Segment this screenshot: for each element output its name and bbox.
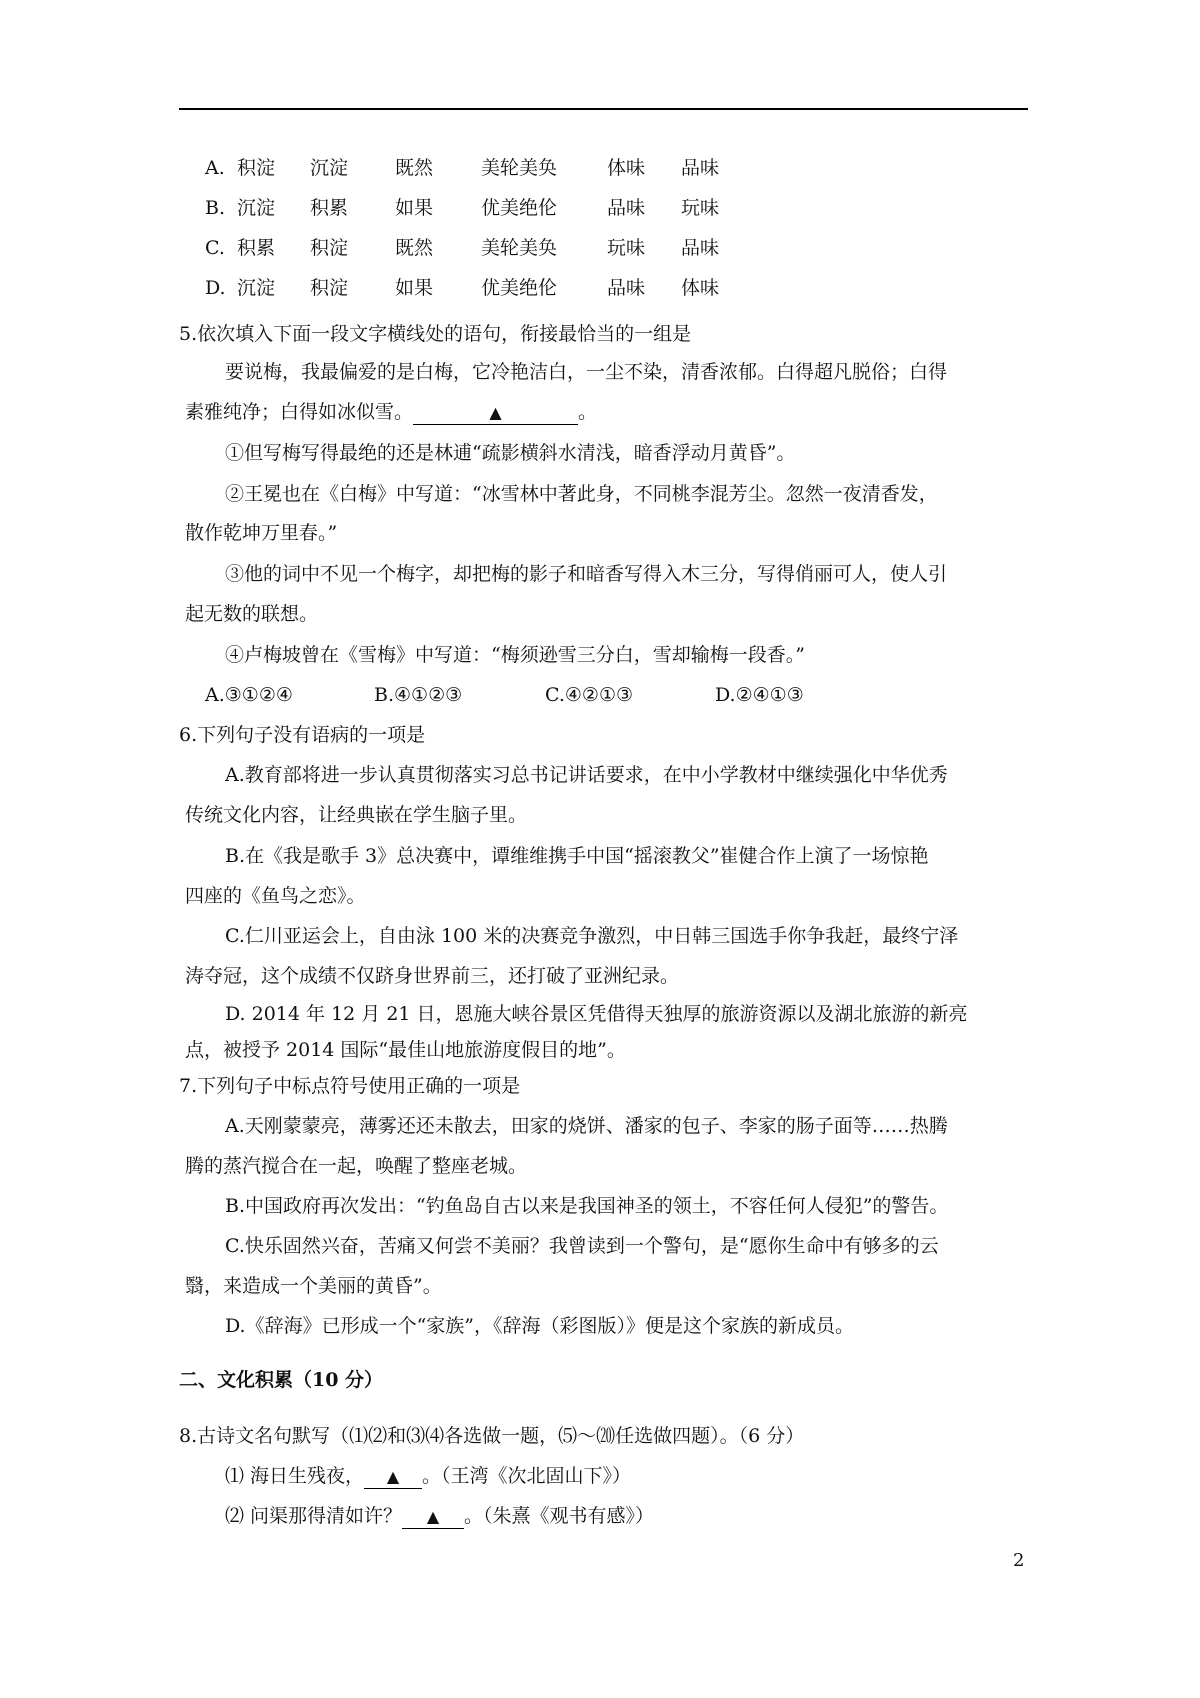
q4-option-word: 品味 — [681, 237, 720, 259]
q6-option-b-line2: 四座的《鱼鸟之恋》。 — [185, 885, 366, 907]
q5-sentence-4: ④卢梅坡曾在《雪梅》中写道：“梅须逊雪三分白，雪却输梅一段香。” — [225, 644, 805, 666]
q5-option-d: D.②④①③ — [715, 684, 804, 706]
q4-option-word: 沉淀 — [237, 197, 276, 219]
q5-sentence-1: ①但写梅写得最绝的还是林逋“疏影横斜水清浅，暗香浮动月黄昏”。 — [225, 442, 796, 464]
q8-line-1: ⑴ 海日生残夜， ▲ 。（王湾《次北固山下》） — [225, 1465, 632, 1487]
q8-stem: 8.古诗文名句默写（⑴⑵和⑶⑷各选做一题，⑸～⒇任选做四题）。（6 分） — [179, 1425, 805, 1447]
q5-sentence-2-line2: 散作乾坤万里春。” — [185, 522, 338, 544]
q4-option-word: 美轮美奂 — [481, 157, 558, 179]
answer-blank — [402, 1506, 464, 1529]
q4-option-word: 体味 — [607, 157, 646, 179]
answer-blank — [364, 1466, 422, 1489]
q4-option-word: 积淀 — [237, 157, 276, 179]
q7-option-d: D.《辞海》已形成一个“家族”，《辞海（彩图版）》便是这个家族的新成员。 — [225, 1315, 855, 1337]
q4-option-row — [0, 196, 1000, 220]
q4-option-word: 如果 — [395, 197, 434, 219]
triangle-marker-icon: ▲ — [489, 403, 502, 422]
q5-sentence-3-line2: 起无数的联想。 — [185, 603, 319, 625]
header-rule — [179, 108, 1028, 110]
q4-option-label: A. — [205, 157, 225, 179]
q5-option-b: B.④①②③ — [374, 684, 463, 706]
q5-option-c: C.④②①③ — [545, 684, 634, 706]
q4-option-word: 品味 — [681, 157, 720, 179]
q6-option-c-line1: C.仁川亚运会上，自由泳 100 米的决赛竞争激烈，中日韩三国选手你争我赶，最终宁泽 — [225, 925, 959, 947]
q4-option-word: 玩味 — [607, 237, 646, 259]
q5-option-a: A.③①②④ — [205, 684, 293, 706]
q6-option-b-line1: B.在《我是歌手 3》总决赛中，谭维维携手中国“摇滚教父”崔健合作上演了一场惊艳 — [225, 845, 929, 867]
q4-option-word: 美轮美奂 — [481, 237, 558, 259]
q4-option-word: 积累 — [237, 237, 276, 259]
q8-line-2: ⑵ 问渠那得清如许？ ▲ 。（朱熹《观书有感》） — [225, 1505, 655, 1527]
q4-option-label: B. — [205, 197, 226, 219]
q7-option-c-line2: 翳，来造成一个美丽的黄昏”。 — [185, 1275, 442, 1297]
q4-option-word: 玩味 — [681, 197, 720, 219]
q5-para-line1: 要说梅，我最偏爱的是白梅，它冷艳洁白，一尘不染，清香浓郁。白得超凡脱俗；白得 — [225, 361, 948, 383]
section-heading: 二、文化积累（10 分） — [179, 1369, 384, 1391]
q4-option-word: 积淀 — [310, 237, 349, 259]
page-number: 2 — [1013, 1550, 1025, 1571]
q6-option-a-line1: A.教育部将进一步认真贯彻落实习总书记讲话要求，在中小学教材中继续强化中华优秀 — [225, 764, 948, 786]
q4-option-row — [0, 156, 1000, 180]
q4-option-word: 品味 — [607, 197, 646, 219]
q4-option-word: 积淀 — [310, 277, 349, 299]
q4-option-word: 既然 — [395, 237, 434, 259]
q5-para-line2: 素雅纯净；白得如冰似雪。 ▲ 。 — [185, 401, 598, 423]
q7-option-a-line1: A.天刚蒙蒙亮，薄雾还还未散去，田家的烧饼、潘家的包子、李家的肠子面等……热腾 — [225, 1115, 948, 1137]
q4-option-row — [0, 236, 1000, 260]
q4-option-word: 沉淀 — [310, 157, 349, 179]
q7-option-a-line2: 腾的蒸汽搅合在一起，唤醒了整座老城。 — [185, 1155, 528, 1177]
q6-option-c-line2: 涛夺冠，这个成绩不仅跻身世界前三，还打破了亚洲纪录。 — [185, 965, 680, 987]
q5-stem: 5.依次填入下面一段文字横线处的语句，衔接最恰当的一组是 — [179, 323, 692, 345]
q4-option-word: 优美绝伦 — [481, 277, 558, 299]
q6-option-d-line1: D. 2014 年 12 月 21 日，恩施大峡谷景区凭借得天独厚的旅游资源以及湖北旅游的新亮 — [225, 1003, 968, 1025]
q6-option-a-line2: 传统文化内容，让经典嵌在学生脑子里。 — [185, 804, 528, 826]
q4-option-word: 如果 — [395, 277, 434, 299]
q4-option-label: C. — [205, 237, 225, 259]
q4-option-word: 优美绝伦 — [481, 197, 558, 219]
q4-option-word: 品味 — [607, 277, 646, 299]
q4-option-word: 体味 — [681, 277, 720, 299]
q4-option-word: 沉淀 — [237, 277, 276, 299]
answer-blank — [413, 402, 578, 425]
q7-stem: 7.下列句子中标点符号使用正确的一项是 — [179, 1075, 521, 1097]
q6-option-d-line2: 点，被授予 2014 国际“最佳山地旅游度假目的地”。 — [185, 1039, 626, 1061]
q5-sentence-3-line1: ③他的词中不见一个梅字，却把梅的影子和暗香写得入木三分，写得俏丽可人，使人引 — [225, 563, 948, 585]
q7-option-c-line1: C.快乐固然兴奋，苦痛又何尝不美丽？我曾读到一个警句，是“愿你生命中有够多的云 — [225, 1235, 939, 1257]
q4-option-row — [0, 276, 1000, 300]
triangle-marker-icon: ▲ — [426, 1507, 440, 1526]
triangle-marker-icon: ▲ — [386, 1467, 400, 1486]
q4-option-word: 积累 — [310, 197, 349, 219]
q6-stem: 6.下列句子没有语病的一项是 — [179, 724, 426, 746]
q5-sentence-2-line1: ②王冕也在《白梅》中写道：“冰雪林中著此身，不同桃李混芳尘。忽然一夜清香发， — [225, 483, 938, 505]
q4-option-word: 既然 — [395, 157, 434, 179]
q4-option-label: D. — [205, 277, 226, 299]
q7-option-b: B.中国政府再次发出：“钓鱼岛自古以来是我国神圣的领土，不容任何人侵犯”的警告。 — [225, 1195, 949, 1217]
